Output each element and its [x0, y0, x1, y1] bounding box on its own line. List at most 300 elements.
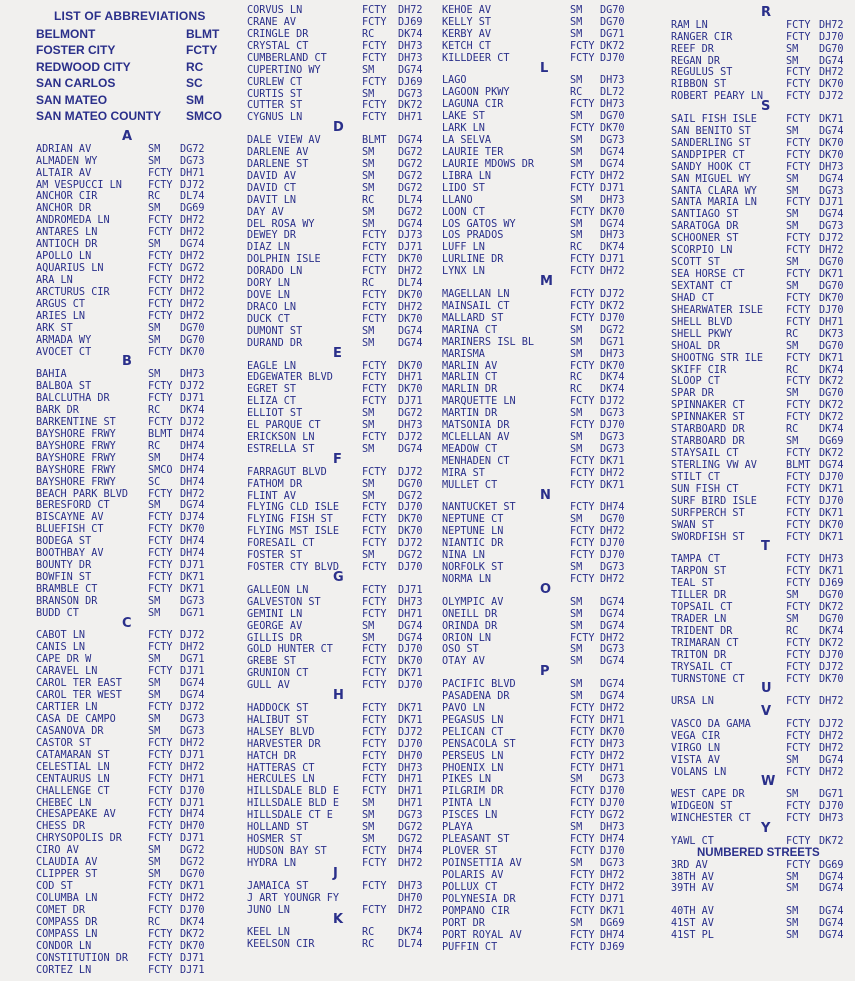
city-name: REDWOOD CITY — [36, 60, 131, 74]
city-code: FCTY — [570, 738, 595, 750]
street-name: HALIBUT ST — [247, 714, 309, 726]
street-entry — [247, 314, 442, 326]
street-entry — [247, 621, 442, 633]
city-code: SM — [570, 324, 583, 336]
map-grid-ref: DK71 — [600, 455, 625, 467]
city-code: FCTY — [786, 813, 811, 825]
street-entry — [671, 626, 855, 638]
street-entry — [247, 195, 442, 207]
street-entry — [442, 798, 667, 810]
street-entry — [247, 905, 442, 917]
city-code: FCTY — [362, 786, 387, 798]
street-entry — [442, 159, 667, 171]
city-code: FCTY — [148, 797, 173, 809]
street-name: MATSONIA DR — [442, 420, 510, 432]
map-grid-ref: DG74 — [600, 690, 625, 702]
map-grid-ref: DG74 — [180, 678, 205, 690]
street-name: ANCHOR CIR — [36, 191, 98, 203]
street-name: CABOT LN — [36, 630, 86, 642]
map-grid-ref: DJ72 — [819, 233, 844, 245]
street-name: 40TH AV — [671, 906, 714, 918]
city-code: FCTY — [570, 846, 595, 858]
map-grid-ref: DH72 — [398, 857, 423, 869]
map-grid-ref: DH73 — [398, 596, 423, 608]
street-name: CLIPPER ST — [36, 869, 98, 881]
street-name: FLINT AV — [247, 490, 297, 502]
map-grid-ref: DK72 — [819, 835, 844, 847]
city-code: RC — [148, 440, 161, 452]
street-entry — [247, 278, 442, 290]
city-code: SM — [786, 789, 799, 801]
city-code: FCTY — [786, 507, 811, 519]
street-entry — [36, 833, 226, 845]
map-grid-ref: DH73 — [600, 348, 625, 360]
city-code: FCTY — [786, 137, 811, 149]
city-code: FCTY — [148, 821, 173, 833]
city-code: FCTY — [362, 384, 387, 396]
street-name: CELESTIAL LN — [36, 761, 110, 773]
street-entry — [36, 560, 226, 572]
city-code: SM — [362, 798, 375, 810]
street-name: PORT DR — [442, 917, 485, 929]
street-name: NINA LN — [442, 550, 485, 562]
street-entry — [671, 174, 855, 186]
street-name: DIAZ LN — [247, 242, 290, 254]
street-entry — [247, 858, 442, 870]
map-grid-ref: DG74 — [398, 337, 423, 349]
street-name: ANDROMEDA LN — [36, 215, 110, 227]
street-name: TILLER DR — [671, 589, 727, 601]
city-code: FCTY — [570, 750, 595, 762]
city-code: FCTY — [362, 702, 387, 714]
street-entry — [442, 266, 667, 278]
street-name: SHELL BLVD — [671, 316, 733, 328]
street-entry — [671, 789, 855, 801]
map-grid-ref: DJ71 — [180, 749, 205, 761]
map-grid-ref: DH71 — [600, 762, 625, 774]
city-code: FCTY — [570, 396, 595, 408]
street-entry — [671, 578, 855, 590]
street-name: CIRO AV — [36, 845, 79, 857]
street-entry — [442, 727, 667, 739]
map-grid-ref: DH70 — [180, 821, 205, 833]
map-grid-ref: DG73 — [600, 644, 625, 656]
map-grid-ref: DG74 — [600, 620, 625, 632]
section-letter: U — [761, 681, 772, 697]
street-name: FARRAGUT BLVD — [247, 466, 327, 478]
city-code: FCTY — [570, 455, 595, 467]
city-code: FCTY — [148, 928, 173, 940]
map-grid-ref: DH72 — [600, 266, 625, 278]
street-entry — [247, 597, 442, 609]
street-entry — [36, 630, 226, 642]
street-entry — [442, 502, 667, 514]
street-entry — [442, 99, 667, 111]
street-entry — [671, 614, 855, 626]
map-grid-ref: DJ72 — [819, 91, 844, 103]
city-code: FCTY — [570, 550, 595, 562]
street-name: LUFF LN — [442, 242, 485, 254]
street-name: LAURIE MDOWS DR — [442, 158, 535, 170]
street-name: SWAN ST — [671, 519, 714, 531]
city-code: FCTY — [786, 766, 811, 778]
city-code: FCTY — [570, 726, 595, 738]
street-name: CASTOR ST — [36, 737, 92, 749]
street-entry — [671, 638, 855, 650]
map-grid-ref: DK72 — [819, 448, 844, 460]
city-code: FCTY — [362, 360, 387, 372]
map-grid-ref: DG74 — [600, 218, 625, 230]
city-code: FCTY — [786, 113, 811, 125]
map-grid-ref: DG73 — [180, 713, 205, 725]
map-grid-ref: DH72 — [180, 215, 205, 227]
street-name: MEADOW CT — [442, 444, 498, 456]
city-code: FCTY — [786, 233, 811, 245]
city-code: FCTY — [362, 846, 387, 858]
street-entry — [36, 548, 226, 560]
city-code: FCTY — [362, 668, 387, 680]
street-entry — [247, 266, 442, 278]
map-grid-ref: DH72 — [398, 904, 423, 916]
city-code: SM — [362, 810, 375, 822]
street-name: GRUNION CT — [247, 668, 309, 680]
map-grid-ref: DJ71 — [180, 833, 205, 845]
map-grid-ref: DH74 — [180, 440, 205, 452]
city-code: SM — [786, 173, 799, 185]
street-name: CARAVEL LN — [36, 666, 98, 678]
city-code: FCTY — [362, 774, 387, 786]
street-entry — [247, 751, 442, 763]
city-code: FCTY — [786, 161, 811, 173]
city-code: FCTY — [148, 904, 173, 916]
map-grid-ref: DK74 — [398, 927, 423, 939]
city-code: SM — [570, 28, 583, 40]
street-entry — [36, 381, 226, 393]
street-entry — [442, 514, 667, 526]
street-name: LAGO — [442, 75, 467, 87]
map-grid-ref: DG74 — [600, 656, 625, 668]
street-entry — [442, 242, 667, 254]
street-name: SHOAL DR — [671, 340, 721, 352]
city-code: RC — [570, 372, 583, 384]
street-name: GULL AV — [247, 680, 290, 692]
street-entry — [671, 32, 855, 44]
street-entry — [247, 846, 442, 858]
map-grid-ref: DJ71 — [180, 964, 205, 976]
section-letter: P — [540, 664, 550, 680]
map-grid-ref: DK72 — [398, 100, 423, 112]
street-entry — [247, 609, 442, 621]
street-name: CRANE AV — [247, 16, 297, 28]
street-entry — [671, 472, 855, 484]
street-name: POMPANO CIR — [442, 905, 510, 917]
city-abbreviation: SC — [186, 76, 203, 90]
map-grid-ref: DG74 — [819, 754, 844, 766]
map-grid-ref: DG74 — [180, 690, 205, 702]
street-entry — [247, 585, 442, 597]
map-grid-ref: DG74 — [819, 209, 844, 221]
street-name: BOWFIN ST — [36, 572, 92, 584]
city-name: FOSTER CITY — [36, 43, 116, 57]
map-grid-ref: DK70 — [398, 313, 423, 325]
map-grid-ref: DJ70 — [600, 420, 625, 432]
street-name: TRITON DR — [671, 649, 727, 661]
city-code: FCTY — [570, 40, 595, 52]
map-grid-ref: DK70 — [600, 206, 625, 218]
street-name: TRIMARAN CT — [671, 637, 739, 649]
street-entry — [36, 584, 226, 596]
street-name: ARGUS CT — [36, 298, 86, 310]
street-name: APOLLO LN — [36, 251, 92, 263]
street-name: PISCES LN — [442, 810, 498, 822]
street-entry — [36, 203, 226, 215]
abbreviation-entry — [36, 43, 226, 57]
street-name: SEA HORSE CT — [671, 269, 745, 281]
street-name: CARTIER LN — [36, 702, 98, 714]
street-name: GALVESTON ST — [247, 596, 321, 608]
street-name: WIDGEON ST — [671, 801, 733, 813]
map-grid-ref: DH74 — [180, 452, 205, 464]
street-entry — [36, 809, 226, 821]
city-code: FCTY — [786, 400, 811, 412]
map-grid-ref: DK71 — [398, 714, 423, 726]
map-grid-ref: DG74 — [398, 444, 423, 456]
street-name: SHOOTNG STR ILE — [671, 352, 764, 364]
street-name: MARQUETTE LN — [442, 396, 516, 408]
city-code: RC — [786, 625, 799, 637]
street-entry — [36, 156, 226, 168]
street-entry — [671, 233, 855, 245]
street-entry — [442, 621, 667, 633]
street-entry — [247, 562, 442, 574]
street-entry — [671, 801, 855, 813]
city-code: FCTY — [362, 750, 387, 762]
city-code: SM — [786, 257, 799, 269]
city-code: SM — [570, 16, 583, 28]
street-name: LAURIE TER — [442, 146, 504, 158]
street-entry — [671, 883, 855, 895]
map-grid-ref: DH72 — [180, 298, 205, 310]
street-entry — [442, 29, 667, 41]
city-code: SM — [570, 679, 583, 691]
city-code: SM — [148, 845, 161, 857]
street-entry — [247, 680, 442, 692]
city-code: SM — [786, 613, 799, 625]
map-grid-ref: DG73 — [180, 155, 205, 167]
street-entry — [36, 821, 226, 833]
section-letter: N — [540, 487, 551, 503]
city-code: FCTY — [148, 536, 173, 548]
city-code: SM — [570, 336, 583, 348]
city-code: SM — [570, 158, 583, 170]
street-entry — [442, 822, 667, 834]
city-code: FCTY — [786, 376, 811, 388]
map-grid-ref: DJ71 — [180, 952, 205, 964]
city-code: FCTY — [570, 502, 595, 514]
map-grid-ref: DG73 — [600, 857, 625, 869]
city-code: SM — [148, 690, 161, 702]
street-entry — [36, 642, 226, 654]
map-grid-ref: DJ70 — [819, 649, 844, 661]
map-grid-ref: DJ72 — [819, 718, 844, 730]
city-code: FCTY — [362, 762, 387, 774]
street-entry — [442, 918, 667, 930]
map-grid-ref: DG74 — [819, 929, 844, 941]
street-name: SANTA MARIA LN — [671, 197, 757, 209]
city-code: FCTY — [570, 762, 595, 774]
street-entry — [36, 287, 226, 299]
city-code: FCTY — [148, 286, 173, 298]
street-entry — [247, 242, 442, 254]
map-grid-ref: DK71 — [180, 583, 205, 595]
street-entry — [442, 703, 667, 715]
city-code: FCTY — [362, 562, 387, 574]
city-code: SM — [570, 230, 583, 242]
street-entry — [247, 135, 442, 147]
street-entry — [36, 323, 226, 335]
map-grid-ref: DJ73 — [398, 230, 423, 242]
city-code: FCTY — [786, 31, 811, 43]
street-name: TEAL ST — [671, 578, 714, 590]
street-entry — [36, 239, 226, 251]
street-name: SCHOONER ST — [671, 233, 739, 245]
street-entry — [671, 162, 855, 174]
map-grid-ref: DK70 — [398, 290, 423, 302]
map-grid-ref: DH74 — [600, 929, 625, 941]
map-grid-ref: DG74 — [819, 125, 844, 137]
street-name: ADRIAN AV — [36, 143, 92, 155]
city-code: SM — [786, 883, 799, 895]
street-entry — [671, 930, 855, 942]
street-entry — [36, 905, 226, 917]
city-code: FCTY — [362, 738, 387, 750]
street-entry — [36, 714, 226, 726]
street-entry — [442, 349, 667, 361]
city-code: FCTY — [362, 432, 387, 444]
map-grid-ref: DK70 — [819, 673, 844, 685]
map-grid-ref: DH72 — [600, 632, 625, 644]
section-letter: G — [333, 570, 344, 586]
city-code: SM — [786, 754, 799, 766]
city-code: FCTY — [362, 242, 387, 254]
city-code: FCTY — [148, 416, 173, 428]
map-grid-ref: DJ71 — [180, 666, 205, 678]
street-name: SAN BENITO ST — [671, 125, 751, 137]
section-letter: W — [761, 774, 776, 790]
map-grid-ref: DG71 — [180, 607, 205, 619]
street-entry — [671, 520, 855, 532]
city-code: SM — [362, 620, 375, 632]
street-name: HOSMER ST — [247, 834, 303, 846]
map-grid-ref: DJ72 — [600, 288, 625, 300]
street-entry — [36, 845, 226, 857]
street-entry — [247, 656, 442, 668]
city-code: SM — [570, 690, 583, 702]
map-grid-ref: DJ70 — [398, 738, 423, 750]
map-grid-ref: DH73 — [600, 230, 625, 242]
street-name: AM VESPUCCI LN — [36, 179, 122, 191]
street-entry — [247, 514, 442, 526]
street-name: POLARIS AV — [442, 869, 504, 881]
map-grid-ref: DH71 — [398, 798, 423, 810]
map-grid-ref: DG73 — [600, 135, 625, 147]
map-grid-ref: DK70 — [398, 656, 423, 668]
city-code: SM — [148, 713, 161, 725]
street-entry — [247, 893, 442, 905]
city-code: RC — [786, 424, 799, 436]
abbreviation-entry — [36, 109, 226, 123]
map-grid-ref: DK71 — [819, 566, 844, 578]
street-name: BOUNTY DR — [36, 560, 92, 572]
map-grid-ref: DG69 — [819, 436, 844, 448]
city-code: SM — [786, 55, 799, 67]
street-entry — [247, 644, 442, 656]
street-name: SAN MIGUEL WY — [671, 173, 751, 185]
map-grid-ref: DJ70 — [600, 786, 625, 798]
street-entry — [442, 289, 667, 301]
city-code: FCTY — [362, 656, 387, 668]
street-entry — [247, 408, 442, 420]
city-code: FCTY — [786, 91, 811, 103]
city-code: FCTY — [362, 538, 387, 550]
street-entry — [36, 798, 226, 810]
map-grid-ref: DL74 — [398, 939, 423, 951]
street-name: LLANO — [442, 194, 473, 206]
city-code: SM — [362, 834, 375, 846]
street-name: OLYMPIC AV — [442, 596, 504, 608]
street-name: CYGNUS LN — [247, 112, 303, 124]
map-grid-ref: DG69 — [180, 203, 205, 215]
city-code: FCTY — [148, 215, 173, 227]
street-name: ANCHOR DR — [36, 203, 92, 215]
street-entry — [442, 468, 667, 480]
street-name: VEGA CIR — [671, 730, 721, 742]
map-grid-ref: DJ72 — [180, 630, 205, 642]
street-entry — [36, 311, 226, 323]
city-code: SM — [570, 644, 583, 656]
city-code: FCTY — [148, 583, 173, 595]
street-name: SCOTT ST — [671, 257, 721, 269]
street-entry — [442, 751, 667, 763]
street-entry — [36, 299, 226, 311]
map-grid-ref: DG69 — [819, 859, 844, 871]
street-entry — [442, 609, 667, 621]
city-abbreviation: SM — [186, 93, 204, 107]
street-name: HILLSDALE BLD E — [247, 798, 340, 810]
street-entry — [671, 20, 855, 32]
street-entry — [36, 953, 226, 965]
map-grid-ref: DH72 — [180, 488, 205, 500]
street-name: TAMPA CT — [671, 554, 721, 566]
street-entry — [36, 857, 226, 869]
map-grid-ref: DH72 — [600, 702, 625, 714]
street-name: BARK DR — [36, 405, 79, 416]
street-name: ORINDA DR — [442, 620, 498, 632]
street-name: COMET DR — [36, 904, 86, 916]
street-name: DALE VIEW AV — [247, 135, 321, 147]
section-letter: Y — [761, 821, 771, 836]
map-grid-ref: DH73 — [398, 420, 423, 432]
city-code: FCTY — [786, 649, 811, 661]
map-grid-ref: DG70 — [819, 281, 844, 292]
map-grid-ref: DG74 — [398, 218, 423, 230]
city-code: FCTY — [570, 479, 595, 491]
street-entry — [671, 257, 855, 269]
street-entry — [442, 111, 667, 123]
street-name: TARPON ST — [671, 566, 727, 578]
street-entry — [671, 484, 855, 496]
street-entry — [247, 467, 442, 479]
